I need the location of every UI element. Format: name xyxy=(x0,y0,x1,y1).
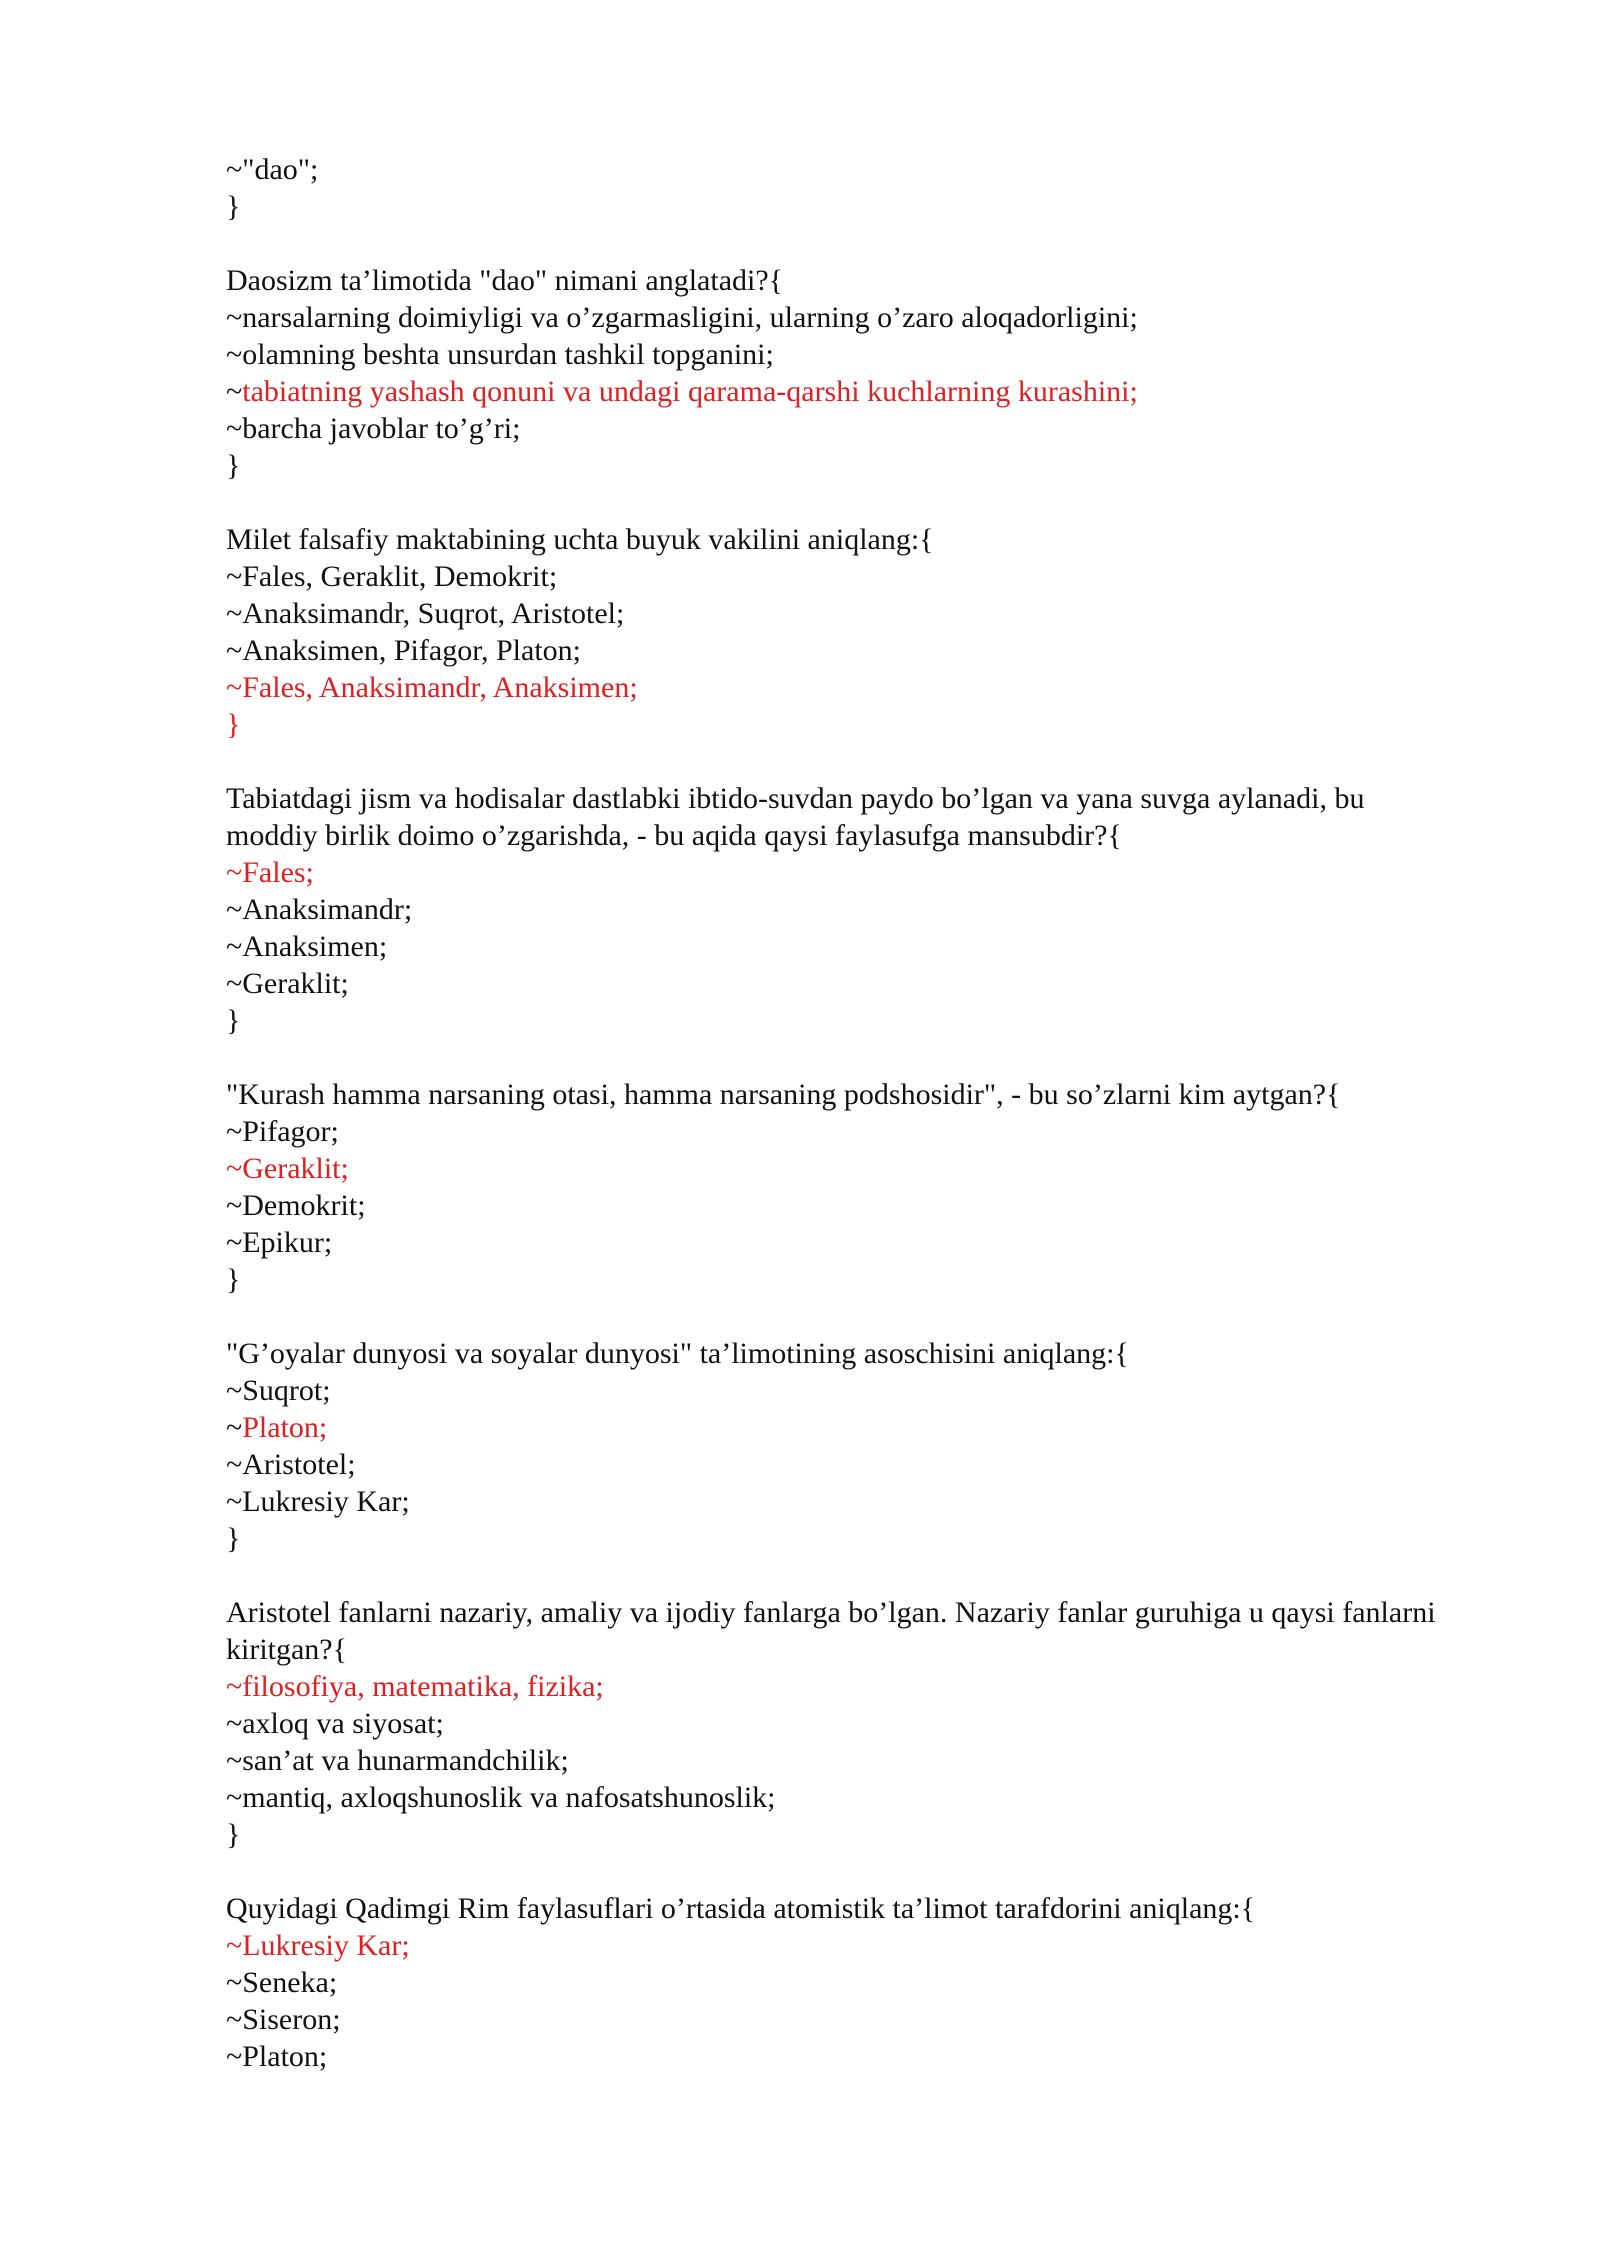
correct-option-line: ~Fales, Anaksimandr, Anaksimen; xyxy=(226,671,638,704)
question-block xyxy=(226,1076,1456,1298)
correct-option-line: ~Lukresiy Kar; xyxy=(226,1929,410,1962)
question-block xyxy=(226,1335,1456,1557)
question-text: Tabiatdagi jism va hodisalar dastlabki ibtido-suvdan paydo bo’lgan va yana suvga aylanadi, bu moddiy birlik doimo o’zgarishda, - bu aqida qaysi faylasufga mansubdir?{ xyxy=(226,782,1372,852)
correct-option-line: ~Geraklit; xyxy=(226,1152,349,1185)
correct-option-line: ~filosofiya, matematika, fizika; xyxy=(226,1670,604,1703)
option-line: ~Anaksimandr, Suqrot, Aristotel; xyxy=(226,597,625,630)
correct-answer-text: Platon; xyxy=(242,1411,328,1444)
spacer xyxy=(226,1298,1456,1335)
option-line: ~Demokrit; xyxy=(226,1189,366,1222)
closing-brace: } xyxy=(226,1004,241,1037)
option-line: ~Aristotel; xyxy=(226,1448,356,1481)
spacer xyxy=(226,743,1456,780)
spacer xyxy=(226,484,1456,521)
closing-brace: } xyxy=(226,190,241,223)
question-block xyxy=(226,1890,1456,2075)
document-page xyxy=(226,151,1456,2075)
correct-answer-text: tabiatning yashash qonuni va undagi qarama-qarshi kuchlarning kurashini; xyxy=(242,375,1138,408)
closing-brace: } xyxy=(226,1263,241,1296)
option-line: ~Fales, Geraklit, Demokrit; xyxy=(226,560,558,593)
spacer xyxy=(226,1853,1456,1890)
option-line: ~"dao"; xyxy=(226,153,319,186)
option-line: ~Anaksimandr; xyxy=(226,893,413,926)
option-line: ~olamning beshta unsurdan tashkil topganini; xyxy=(226,338,774,371)
closing-brace: } xyxy=(226,708,241,741)
option-line: ~Siseron; xyxy=(226,2003,341,2036)
option-marker: ~ xyxy=(226,1411,243,1444)
correct-option-line: ~Fales; xyxy=(226,856,314,889)
question-text: Daosizm ta’limotida "dao" nimani anglatadi?{ xyxy=(226,264,784,297)
question-text: Aristotel fanlarni nazariy, amaliy va ijodiy fanlarga bo’lgan. Nazariy fanlar guruhiga u qaysi fanlarni kiritgan?{ xyxy=(226,1596,1444,1666)
question-text: "G’oyalar dunyosi va soyalar dunyosi" ta’limotining asoschisini aniqlang:{ xyxy=(226,1337,1129,1370)
question-block xyxy=(226,262,1456,484)
correct-option-line xyxy=(226,1409,1456,1446)
correct-option-line xyxy=(226,373,1456,410)
option-line: ~Geraklit; xyxy=(226,967,349,1000)
option-line: ~Platon; xyxy=(226,2040,328,2073)
option-marker: ~ xyxy=(226,375,243,408)
option-line: ~Anaksimen; xyxy=(226,930,388,963)
option-line: ~mantiq, axloqshunoslik va nafosatshunoslik; xyxy=(226,1781,776,1814)
question-text: Milet falsafiy maktabining uchta buyuk vakilini aniqlang:{ xyxy=(226,523,934,556)
option-line: ~san’at va hunarmandchilik; xyxy=(226,1744,569,1777)
closing-brace: } xyxy=(226,449,241,482)
closing-brace: } xyxy=(226,1818,241,1851)
question-block xyxy=(226,521,1456,743)
closing-brace: } xyxy=(226,1522,241,1555)
question-text: Quyidagi Qadimgi Rim faylasuflari o’rtasida atomistik ta’limot tarafdorini aniqlang:{ xyxy=(226,1892,1256,1925)
spacer xyxy=(226,1557,1456,1594)
option-line: ~Pifagor; xyxy=(226,1115,339,1148)
spacer xyxy=(226,225,1456,262)
option-line: ~Seneka; xyxy=(226,1966,338,1999)
question-text: "Kurash hamma narsaning otasi, hamma narsaning podshosidir", - bu so’zlarni kim aytgan?{ xyxy=(226,1078,1341,1111)
option-line: ~Epikur; xyxy=(226,1226,333,1259)
option-line: ~Lukresiy Kar; xyxy=(226,1485,410,1518)
spacer xyxy=(226,1039,1456,1076)
option-line: ~narsalarning doimiyligi va o’zgarmasligini, ularning o’zaro aloqadorligini; xyxy=(226,301,1138,334)
option-line: ~Suqrot; xyxy=(226,1374,331,1407)
option-line: ~Anaksimen, Pifagor, Platon; xyxy=(226,634,581,667)
question-block xyxy=(226,780,1456,1039)
option-line: ~barcha javoblar to’g’ri; xyxy=(226,412,521,445)
option-line: ~axloq va siyosat; xyxy=(226,1707,444,1740)
question-block xyxy=(226,1594,1456,1853)
